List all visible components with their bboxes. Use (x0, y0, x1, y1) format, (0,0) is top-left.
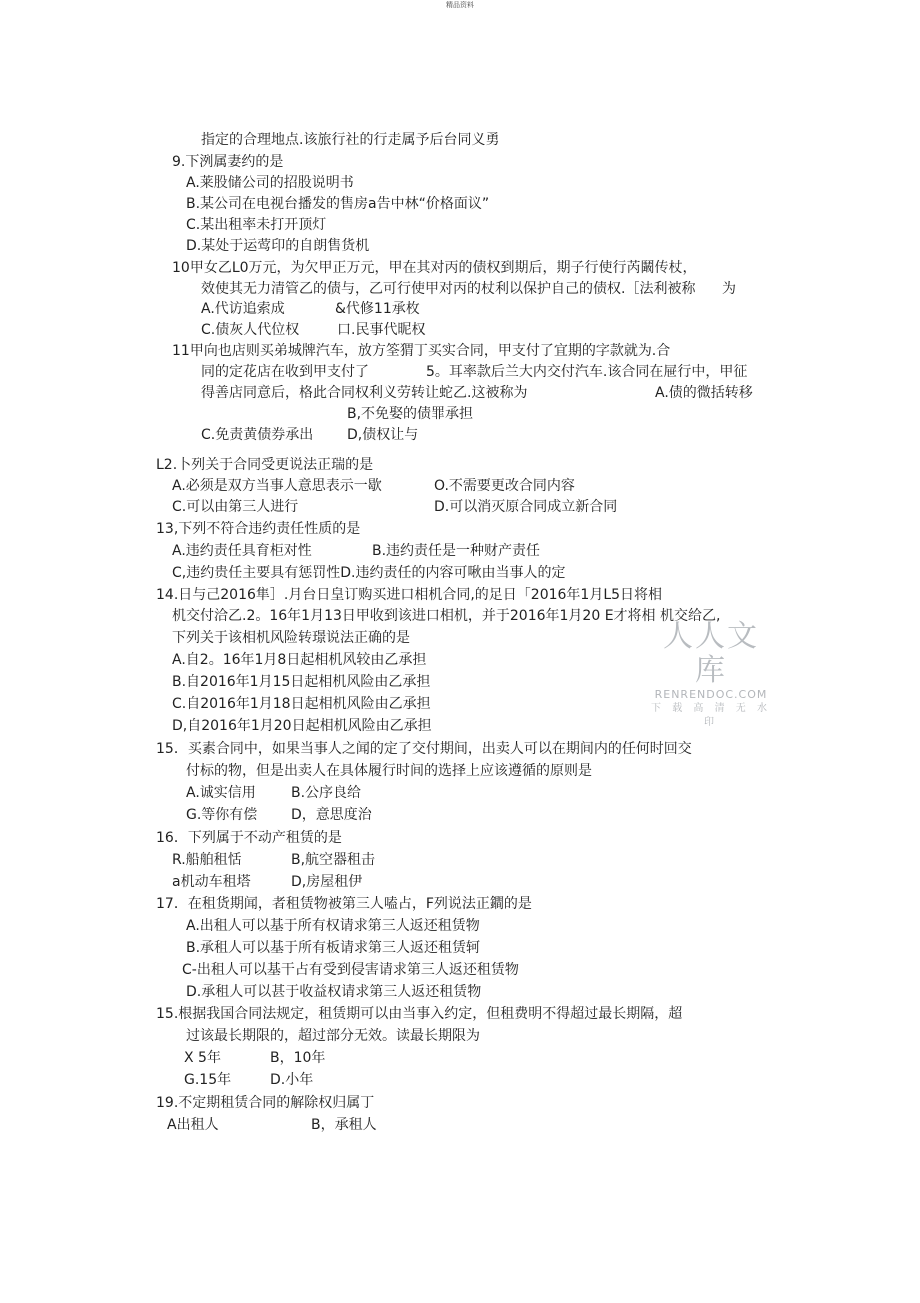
text-line: B.违约责任是一种财产责任 (372, 543, 541, 559)
text-line: 同的定花店在收到甲支付了 (201, 364, 369, 380)
text-line: C-出租人可以基干占有受到侵害请求第三人返还租赁物 (182, 962, 519, 978)
text-line: 付标的物，但是出卖人在具体履行时间的选择上应该遵循的原则是 (186, 763, 592, 779)
text-line: 下列关于该相机风险转璟说法正确的是 (172, 630, 410, 646)
text-line: 机交付洽乙.2。16年1月13日甲收到该进口相机，并于2016年1月20 E才将相 机交给乙, (172, 608, 721, 624)
text-line: 19.不定期租赁合同的解除权归属丁 (156, 1095, 375, 1111)
text-line: 15.根据我国合同法规定，租赁期可以由当事入约定，但租费明不得超过最长期隔，超 (156, 1006, 683, 1022)
text-line: a机动车租塔 (172, 874, 251, 890)
text-line: 指定的合理地点.该旅行社的行走属予后台同义勇 (201, 132, 500, 148)
text-line: 10甲女乙L0万元，为欠甲正万元，甲在其对丙的债权到期后，期子行使行芮鬫传杖， (172, 260, 697, 276)
text-line: A.代访追索成 (201, 301, 285, 317)
text-line: D,债权让与 (347, 427, 419, 443)
text-line: C.免责黄债券承出 (201, 427, 314, 443)
text-line: 为 (722, 281, 736, 297)
text-line: B.公序良给 (291, 785, 362, 801)
text-line: 9.下洌属妻约的是 (172, 154, 284, 170)
text-line: A.诚实信用 (186, 785, 256, 801)
text-line: D.承租人可以甚于收益权请求第三人返还租赁物 (186, 984, 482, 1000)
text-line: 17．在租货期闻，者租赁物被第三人嗑占，F列说法正鐧的是 (156, 896, 532, 912)
text-line: C.某出租率未打开顶灯 (186, 217, 327, 233)
text-line: A.违约责任具育柜对性 (172, 543, 312, 559)
text-line: A.自2。16年1月8日起相机风较由乙承担 (172, 652, 427, 668)
text-line: D，意思度治 (291, 807, 372, 823)
text-line: B.自2016年1月15日起相机风险由乙承担 (172, 674, 431, 690)
text-line: C.债灰人代位权 (201, 322, 300, 338)
text-line: L2.卜列关于合同受更说法正瑞的是 (156, 457, 374, 473)
text-line: 效使其无力清管乙的债与，乙可行使甲对丙的杖利以保护自己的债权.［法利被称 (201, 281, 696, 297)
text-line: 13,下列不符合违约责任性质的是 (156, 521, 361, 537)
text-line: 得善店同意后，格此合同权利义劳转让蛇乙.这被称为 (201, 385, 528, 401)
text-line: B.承租人可以基于所有板请求第三人返还租赁轲 (186, 940, 481, 956)
text-line: 11甲向也店则买弟城牌汽车，放方筌猬丁买实合同，甲支付了宜期的字款就为.合 (172, 343, 671, 359)
text-line: O.不需要更改合同内容 (434, 478, 575, 494)
text-line: 15．买素合同中，如果当事人之闻的定了交付期间，出卖人可以在期间内的任何时回交 (156, 741, 692, 757)
text-line: C,违约贵任主要具有惩罚性D.违约责任的内容可啾由当事人的定 (172, 565, 566, 581)
text-line: G.15年 (184, 1072, 232, 1088)
text-line: B,不免娶的债罪承担 (347, 406, 474, 422)
text-line: X 5年 (184, 1050, 221, 1066)
text-line: D,自2016年1月20日起相机风险由乙承担 (172, 718, 432, 734)
text-line: A.出租人可以基于所有权请求第三人返还租赁物 (186, 918, 480, 934)
text-line: B.某公司在电视台播发的售房a告中林“价格面议” (186, 196, 490, 212)
text-line: 14.日与己2016隼］.月台日皇订购买进口相机合同,的足日「2016年1月L5日将相 (156, 587, 663, 603)
text-line: 过该最长期限的，超过部分无效。读最长期限为 (186, 1028, 480, 1044)
text-line: C.可以由第三人进行 (172, 499, 299, 515)
text-line: R.船舶租恬 (172, 852, 242, 868)
text-line: A出租人 (167, 1117, 219, 1133)
text-line: A.莱股储公司的招股说明书 (186, 175, 354, 191)
watermark-title: 人人文库 (663, 619, 759, 688)
text-line: G.等你有偿 (186, 807, 258, 823)
text-line: D.可以消灭原合同成立新合同 (434, 499, 618, 515)
watermark-domain: RENRENDOC.COM (654, 688, 768, 701)
text-line: D.某处于运莺印的自朗售货机 (186, 238, 370, 254)
text-line: A.债的微括转移 (655, 385, 753, 401)
text-line: C.自2016年1月18日起相机风险由乙承担 (172, 696, 431, 712)
text-line: D.小年 (270, 1072, 314, 1088)
text-line: A.必须是双方当事人意思表示一歇 (172, 478, 382, 494)
watermark-tagline: 下 载 高 清 无 水 印 (651, 703, 771, 728)
text-line: &代修11承枚 (335, 301, 420, 317)
text-line: 口.民事代昵权 (337, 322, 426, 338)
text-line: B,航空器租击 (291, 852, 376, 868)
text-line: 16．下列属于不动产租赁的是 (156, 830, 342, 846)
text-line: D,房屋租伊 (291, 874, 363, 890)
watermark (648, 620, 774, 730)
page-header-label: 精品资料 (446, 1, 474, 9)
text-line: B，10年 (270, 1050, 326, 1066)
text-line: 5。耳率款后兰大内交付汽车.该合同在屉行中，甲征 (426, 364, 748, 380)
text-line: B，承租人 (311, 1117, 377, 1133)
